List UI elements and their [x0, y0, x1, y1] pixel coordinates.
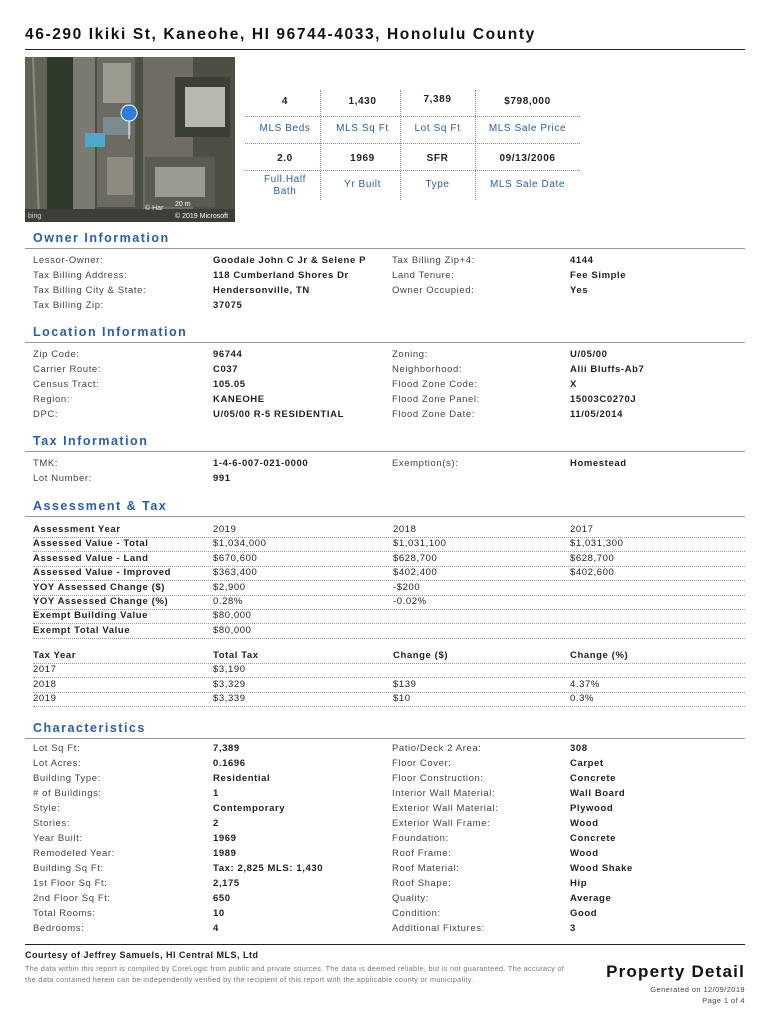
- field-value: 15003C0270J: [570, 394, 637, 405]
- field-value: 118 Cumberland Shores Dr: [213, 270, 349, 281]
- field-label: Exterior Wall Frame:: [392, 818, 491, 829]
- table-cell: 2019: [213, 524, 237, 535]
- table-row: [33, 663, 745, 678]
- table-cell: $402,600: [570, 567, 615, 579]
- field-value: Wood: [570, 848, 599, 859]
- characteristics-section-heading: Characteristics: [33, 721, 146, 735]
- stat-sqft-label: MLS Sq Ft: [336, 123, 389, 134]
- field-value: Good: [570, 908, 598, 919]
- field-label: Flood Zone Panel:: [392, 394, 480, 405]
- stat-beds-label: MLS Beds: [259, 123, 311, 134]
- field-value: 37075: [213, 300, 243, 311]
- field-value: Homestead: [570, 458, 627, 469]
- field-label: Floor Construction:: [392, 773, 484, 784]
- table-cell: $3,190: [213, 664, 246, 676]
- field-value: 3: [570, 923, 576, 934]
- field-label: Tax Billing Address:: [33, 270, 128, 281]
- page-number: Page 1 of 4: [702, 996, 745, 1005]
- table-cell: 2018: [33, 678, 57, 690]
- field-value: 2: [213, 818, 219, 829]
- field-label: Lot Number:: [33, 473, 92, 484]
- table-row: [33, 581, 745, 596]
- field-value: Contemporary: [213, 803, 286, 814]
- field-value: KANEOHE: [213, 394, 265, 405]
- table-cell: $2,900: [213, 581, 246, 593]
- field-label: Lessor-Owner:: [33, 255, 104, 266]
- field-label: Roof Shape:: [392, 878, 452, 889]
- field-label: 2nd Floor Sq Ft:: [33, 893, 111, 904]
- table-cell: $1,031,300: [570, 538, 624, 550]
- field-value: Wall Board: [570, 788, 626, 799]
- table-cell: Assessed Value - Improved: [33, 567, 172, 579]
- stat-type-label: Type: [425, 179, 450, 190]
- field-value: 105.05: [213, 379, 246, 390]
- field-value: Hip: [570, 878, 588, 889]
- map-scale-meters: 20 m: [175, 201, 191, 208]
- field-value: Wood Shake: [570, 863, 633, 874]
- field-label: # of Buildings:: [33, 788, 102, 799]
- field-value: U/05/00: [570, 349, 608, 360]
- table-cell: 2017: [570, 524, 594, 535]
- stats-col-divider: [400, 90, 401, 200]
- table-row: [33, 595, 745, 610]
- field-value: Fee Simple: [570, 270, 627, 281]
- table-row: [33, 692, 745, 707]
- field-label: Tax Billing City & State:: [33, 285, 147, 296]
- field-value: Goodale John C Jr & Selene P: [213, 255, 367, 266]
- stats-divider: [245, 143, 580, 144]
- table-cell: Assessed Value - Land: [33, 552, 149, 564]
- tax-section-heading: Tax Information: [33, 434, 149, 448]
- field-value: 991: [213, 473, 231, 484]
- field-value: Wood: [570, 818, 599, 829]
- disclaimer-text: The data within this report is compiled by CoreLogic from public and private sources. The data is deemed reliable, but is not guaranteed. The accuracy of the data contained herein can be independently verified by the recipient of this report with the applicable county or municipality.: [25, 964, 565, 984]
- table-row: [33, 678, 745, 693]
- title-rule: [25, 49, 745, 50]
- stats-divider: [245, 116, 580, 117]
- field-value: Tax: 2,825 MLS: 1,430: [213, 863, 324, 874]
- field-label: Lot Acres:: [33, 758, 82, 769]
- field-value: Hendersonville, TN: [213, 285, 310, 296]
- field-label: Land Tenure:: [392, 270, 455, 281]
- stat-beds-value: 4: [281, 96, 289, 107]
- stat-price-value: $798,000: [504, 96, 551, 107]
- table-cell: Total Tax: [213, 650, 259, 661]
- field-label: Additional Fixtures:: [392, 923, 485, 934]
- field-value: Residential: [213, 773, 271, 784]
- field-value: 10: [213, 908, 225, 919]
- table-cell: $3,339: [213, 693, 246, 705]
- field-label: Zip Code:: [33, 349, 80, 360]
- field-label: Tax Billing Zip:: [33, 300, 104, 311]
- table-cell: YOY Assessed Change ($): [33, 581, 166, 593]
- field-value: Yes: [570, 285, 589, 296]
- table-cell: Exempt Building Value: [33, 610, 149, 622]
- table-cell: 4.37%: [570, 678, 600, 690]
- stat-price-label: MLS Sale Price: [488, 123, 567, 134]
- table-cell: $402,400: [393, 567, 438, 579]
- field-value: 650: [213, 893, 231, 904]
- field-label: Exemption(s):: [392, 458, 459, 469]
- table-row: [33, 552, 745, 567]
- field-label: Owner Occupied:: [392, 285, 475, 296]
- table-cell: $628,700: [570, 552, 615, 564]
- stat-lot-label: Lot Sq Ft: [414, 123, 461, 134]
- table-cell: YOY Assessed Change (%): [33, 596, 169, 607]
- stat-sqft-value: 1,430: [348, 96, 377, 107]
- field-label: DPC:: [33, 409, 59, 420]
- field-label: Exterior Wall Material:: [392, 803, 499, 814]
- map-scale-left: © Har: [145, 205, 164, 212]
- generated-date: Generated on 12/09/2019: [650, 985, 745, 994]
- field-value: 4144: [570, 255, 594, 266]
- field-value: 2,175: [213, 878, 240, 889]
- field-label: Roof Frame:: [392, 848, 452, 859]
- aerial-map-image: [25, 57, 235, 222]
- table-cell: 2017: [33, 664, 57, 676]
- field-value: Concrete: [570, 773, 616, 784]
- field-label: Patio/Deck 2 Area:: [392, 743, 482, 754]
- table-row: [33, 537, 745, 552]
- field-label: Total Rooms:: [33, 908, 96, 919]
- field-label: Flood Zone Date:: [392, 409, 476, 420]
- table-cell: 0.3%: [570, 693, 595, 705]
- table-cell: Change ($): [393, 650, 449, 661]
- footer-rule: [25, 944, 745, 945]
- report-title: Property Detail: [606, 962, 745, 981]
- stat-type-value: SFR: [426, 153, 449, 164]
- table-row: [33, 624, 745, 639]
- field-value: Alii Bluffs-Ab7: [570, 364, 645, 375]
- stat-bath-label: Full.Half Bath: [263, 174, 307, 197]
- table-cell: $80,000: [213, 610, 252, 622]
- field-label: Roof Material:: [392, 863, 460, 874]
- field-label: Foundation:: [392, 833, 449, 844]
- section-rule: [25, 342, 745, 343]
- table-cell: 0.28%: [213, 596, 243, 607]
- field-label: Tax Billing Zip+4:: [392, 255, 475, 266]
- field-label: Floor Cover:: [392, 758, 452, 769]
- table-cell: Change (%): [570, 650, 629, 661]
- table-cell: $3,329: [213, 678, 246, 690]
- table-cell: Assessment Year: [33, 524, 121, 535]
- stat-lot-value: 7,389: [423, 94, 452, 105]
- page-title: 46-290 Ikiki St, Kaneohe, HI 96744-4033, Honolulu County: [25, 26, 536, 43]
- field-label: Condition:: [392, 908, 441, 919]
- field-value: 308: [570, 743, 588, 754]
- field-label: Building Sq Ft:: [33, 863, 104, 874]
- table-row: [33, 649, 745, 664]
- field-value: U/05/00 R-5 RESIDENTIAL: [213, 409, 344, 420]
- courtesy-text: Courtesy of Jeffrey Samuels, HI Central MLS, Ltd: [25, 950, 259, 960]
- table-cell: $670,600: [213, 552, 258, 564]
- stat-saledate-label: MLS Sale Date: [489, 179, 566, 190]
- field-label: Style:: [33, 803, 61, 814]
- field-value: 1989: [213, 848, 237, 859]
- stat-yrbuilt-value: 1969: [350, 153, 375, 164]
- table-cell: $10: [393, 693, 411, 705]
- field-label: Flood Zone Code:: [392, 379, 478, 390]
- stat-saledate-value: 09/13/2006: [499, 153, 556, 164]
- table-cell: Exempt Total Value: [33, 624, 131, 636]
- table-cell: $1,031,100: [393, 538, 447, 550]
- table-cell: -0.02%: [393, 596, 427, 607]
- table-cell: $80,000: [213, 624, 252, 636]
- field-value: 7,389: [213, 743, 240, 754]
- field-value: 96744: [213, 349, 243, 360]
- table-cell: 2018: [393, 524, 417, 535]
- table-row: [33, 609, 745, 624]
- section-rule: [25, 248, 745, 249]
- field-value: 1969: [213, 833, 237, 844]
- stats-col-divider: [475, 90, 476, 200]
- field-label: Building Type:: [33, 773, 101, 784]
- field-label: Census Tract:: [33, 379, 100, 390]
- table-cell: $363,400: [213, 567, 258, 579]
- field-value: Concrete: [570, 833, 616, 844]
- field-label: Region:: [33, 394, 70, 405]
- field-label: Carrier Route:: [33, 364, 102, 375]
- field-label: Bedrooms:: [33, 923, 85, 934]
- field-value: Average: [570, 893, 612, 904]
- section-rule: [25, 516, 745, 517]
- field-label: Neighborhood:: [392, 364, 463, 375]
- field-label: Lot Sq Ft:: [33, 743, 81, 754]
- field-label: Zoning:: [392, 349, 428, 360]
- field-value: 1-4-6-007-021-0000: [213, 458, 309, 469]
- stats-divider: [245, 170, 580, 171]
- field-label: Year Built:: [33, 833, 83, 844]
- section-rule: [25, 451, 745, 452]
- field-value: 0.1696: [213, 758, 246, 769]
- owner-section-heading: Owner Information: [33, 231, 170, 245]
- table-cell: $628,700: [393, 552, 438, 564]
- stat-bath-value: 2.0: [277, 153, 293, 164]
- field-label: 1st Floor Sq Ft:: [33, 878, 108, 889]
- location-section-heading: Location Information: [33, 325, 188, 339]
- field-value: C037: [213, 364, 239, 375]
- table-cell: Tax Year: [33, 650, 77, 661]
- table-cell: -$200: [393, 581, 421, 593]
- stat-yrbuilt-label: Yr Built: [343, 179, 382, 190]
- bing-logo: bing: [28, 213, 42, 220]
- table-cell: $139: [393, 678, 417, 690]
- field-label: Remodeled Year:: [33, 848, 115, 859]
- table-cell: $1,034,000: [213, 538, 267, 550]
- map-copyright: © 2019 Microsoft: [175, 213, 229, 220]
- field-label: Quality:: [392, 893, 430, 904]
- field-value: X: [570, 379, 577, 390]
- assessment-section-heading: Assessment & Tax: [33, 499, 168, 513]
- field-value: 1: [213, 788, 219, 799]
- section-rule: [25, 738, 745, 739]
- table-cell: Assessed Value - Total: [33, 538, 149, 550]
- field-value: 11/05/2014: [570, 409, 624, 420]
- table-row: [33, 566, 745, 581]
- field-label: Stories:: [33, 818, 71, 829]
- stats-col-divider: [320, 90, 321, 200]
- field-label: TMK:: [33, 458, 59, 469]
- field-label: Interior Wall Material:: [392, 788, 496, 799]
- field-value: Plywood: [570, 803, 614, 814]
- table-cell: 2019: [33, 693, 57, 705]
- field-value: 4: [213, 923, 219, 934]
- field-value: Carpet: [570, 758, 604, 769]
- table-row: [33, 523, 745, 538]
